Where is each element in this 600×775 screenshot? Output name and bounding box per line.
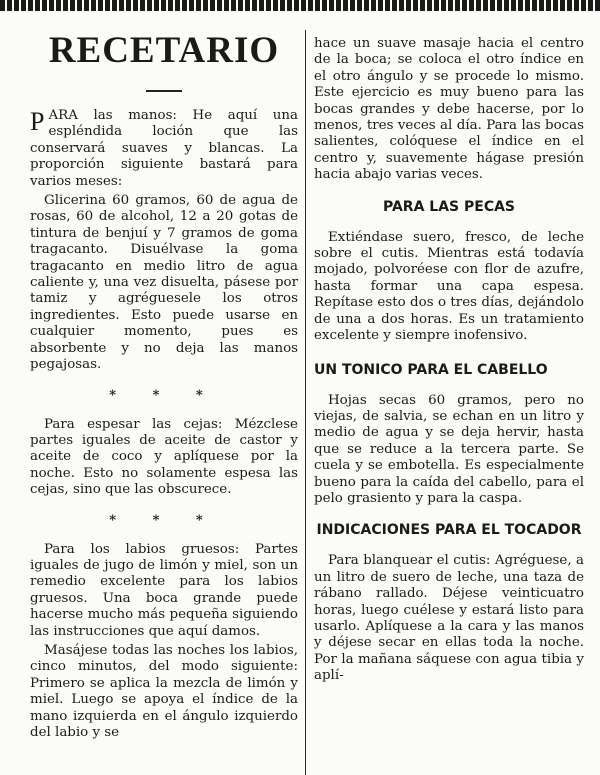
- freckles-paragraph: Extiéndase suero, fresco, de leche sobre el cutis. Mientras está todavía mojado, polvoréese con flor de azufre, hasta formar una capa espesa. Repítase esto dos o tres días, dejándolo de una a dos horas. Es un tratamiento excelente y siempre inofensivo.: [314, 229, 584, 344]
- left-column: [30, 26, 298, 744]
- massage-paragraph: Masájese todas las noches los labios, cinco minutos, del modo siguiente: Primero se aplica la mezcla de limón y miel. Luego se apoya el índice de la mano izquierda en el ángulo izquierdo del labio y se: [30, 642, 298, 740]
- section-separator: * * *: [109, 387, 219, 403]
- hair-tonic-heading: UN TONICO PARA EL CABELLO: [314, 361, 548, 378]
- massage-continued-paragraph: hace un suave masaje hacia el centro de la boca; se coloca el otro índice en el otro ángulo y se procede lo mismo. Este ejercicio es muy bueno para las bocas grandes y debe hacerse, por lo menos, tres veces al día. Para las bocas salientes, colóquese el índice en el centro y, suavemente hágase presión hacia abajo varias veces.: [314, 36, 584, 183]
- vanity-heading: INDICACIONES PARA EL TOCADOR: [316, 522, 582, 539]
- page-title: RECETARIO: [48, 30, 280, 71]
- hands-recipe-paragraph: Glicerina 60 gramos, 60 de agua de rosas, 60 de alcohol, 12 a 20 gotas de tintura de benjuí y 7 gramos de goma tragacanto. Disuélvase la goma tragacanto en medio litro de agua caliente y, una vez disuelta, pásese por tamiz y agréguesele los otros ingredientes. Esto puede usarse en cualquier momento, pues es absorbente y no deja las manos pegajosas.: [30, 193, 298, 373]
- title-rule: [146, 90, 182, 92]
- hands-intro-text: ARA las manos: He aquí una espléndida loción que las conservará suaves y blancas. La proporción siguiente bastará para varios meses:: [30, 108, 298, 189]
- column-divider: [305, 30, 306, 775]
- hair-tonic-paragraph: Hojas secas 60 gramos, pero no viejas, de salvia, se echan en un litro y medio de agua y se deja hervir, hasta que se reduce a la tercera parte. Se cuela y se embotella. Es especialmente bueno para la caída del cabello, para el pelo grasiento y para la caspa.: [314, 392, 584, 506]
- drop-cap: P: [30, 107, 45, 136]
- eyebrows-paragraph: Para espesar las cejas: Mézclese partes iguales de aceite de castor y aceite de coco y aplíquese por la noche. Esto no solamente espesa las cejas, sino que las obscurece.: [30, 416, 298, 498]
- section-separator: * * *: [109, 512, 219, 528]
- lips-paragraph: Para los labios gruesos: Partes iguales de jugo de limón y miel, son un remedio excelente para los labios gruesos. Una boca grande puede hacerse mucho más pequeña siguiendo las instrucciones que aquí damos.: [30, 541, 298, 639]
- right-column: [314, 36, 584, 688]
- vanity-paragraph: Para blanquear el cutis: Agréguese, a un litro de suero de leche, una taza de rábano rallado. Déjese veinticuatro horas, luego cuélese y estará listo para usarlo. Aplíquese a la cara y las manos y déjese secar en ellas toda la noche. Por la mañana sáquese con agua tibia y aplí-: [314, 553, 584, 684]
- freckles-heading: PARA LAS PECAS: [382, 198, 516, 215]
- top-border: [0, 0, 600, 11]
- hands-intro-paragraph: [30, 108, 298, 190]
